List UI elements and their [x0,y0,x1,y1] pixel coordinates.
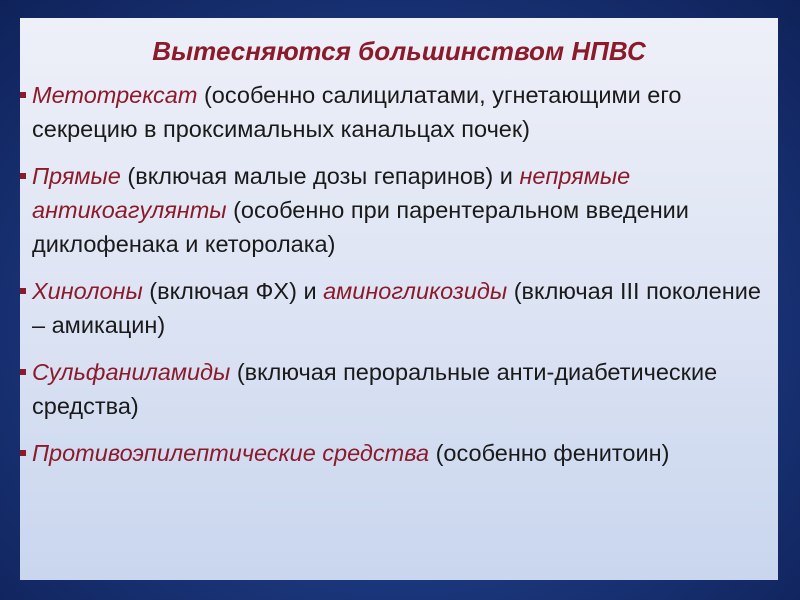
drug-name: непрямые антикоагулянты [32,163,631,223]
bullet-text: (включая III поколение – амикацин) [32,278,761,338]
bullet-text: (включая ФХ) и [142,278,324,304]
bullet-marker-icon [20,288,26,294]
slide-title: Вытесняются большинством НПВС [152,36,646,66]
bullet-text: (включая малые дозы гепаринов) и [120,163,520,189]
bullet-text: (включая пероральные анти-диабетические средства) [32,359,718,419]
bullet-marker-icon [20,92,26,98]
bullet-text: (особенно фенитоин) [429,440,670,466]
bullet-item-anticoagulants [20,159,770,261]
drug-name: Прямые [32,163,121,189]
bullet-item-quinolones [20,274,770,342]
drug-name: Противоэпилептические средства [32,440,430,466]
bullet-text: (особенно салицилатами, угнетающими его секрецию в проксимальных канальцах почек) [32,82,682,142]
drug-name: Хинолоны [32,278,143,304]
drug-name: Сульфаниламиды [32,359,231,385]
bullet-item-antiepileptics [20,436,770,470]
bullet-marker-icon [20,450,26,456]
bullet-item-methotrexate [20,78,770,146]
drug-name: аминогликозиды [323,278,508,304]
bullet-marker-icon [20,369,26,375]
bullet-marker-icon [20,173,26,179]
bullet-text: (особенно при парентеральном введении диклофенака и кеторолака) [32,197,689,257]
bullet-list [20,78,770,483]
drug-name: Метотрексат [32,82,198,108]
slide-panel [20,18,778,580]
bullet-item-sulfonamides [20,355,770,423]
